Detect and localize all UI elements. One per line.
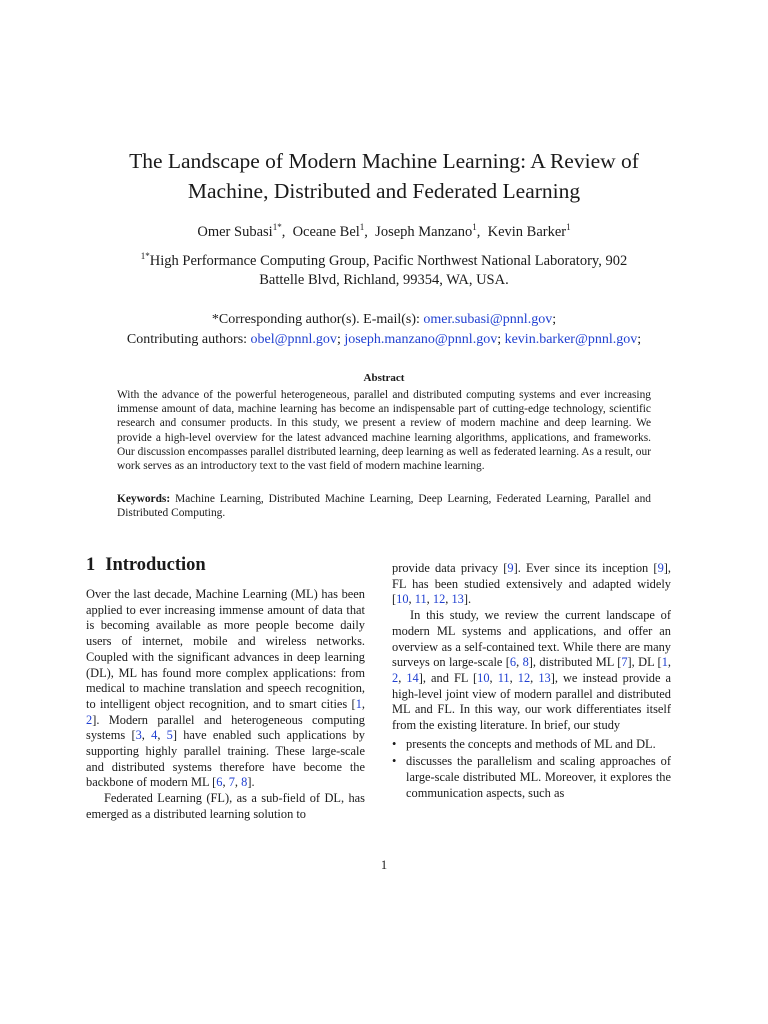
contribution-list [392, 737, 671, 802]
bullet-icon: • [392, 754, 397, 769]
affiliation [60, 247, 708, 290]
affiliation-line-2: Battelle Blvd, Richland, 99354, WA, USA. [259, 271, 509, 288]
citation-link[interactable]: 14 [406, 670, 419, 685]
corresponding-email-link[interactable]: omer.subasi@pnnl.gov [423, 312, 553, 327]
author-sup: 1* [272, 222, 282, 232]
paragraph: Over the last decade, Machine Learning (ML) has been applied to ever increasing immense amount of data that is becoming available as more people become daily users of internet, mobile and wireless networks. Coupled with the significant advances in deep learning (DL), ML has found more complex applications: from medical to machine translation and speech recognition, to intelligent object recognition, and to smart cities [1, 2]. Modern parallel and heterogeneous computing systems [3, 4, 5] have enabled such applications by supporting highly parallel training. These large-scale and distributed systems therefore have become the backbone of modern ML [6, 7, 8]. [86, 587, 365, 790]
body-column-right [392, 561, 671, 804]
citation-link[interactable]: 6 [216, 775, 223, 790]
abstract-body: With the advance of the powerful heterogeneous, parallel and distributed computing systems and ever increasing immense amount of data, machine learning has become an indispensable part of cutting-edge technology, scientific research and consumer products. In this study, we present a review of modern machine and deep learning. We provide a high-level overview for the latest advanced machine learning algorithms, applications, and frameworks. Our discussion encompasses parallel distributed learning, deep learning as well as federated learning. As a result, our work serves as an introductory text to the vast field of modern machine learning. [117, 389, 651, 473]
corresponding-label: *Corresponding author(s). E-mail(s): [211, 312, 420, 327]
citation-link[interactable]: 9 [657, 561, 664, 575]
body-column-left [86, 587, 365, 823]
contributing-label: Contributing authors: [126, 332, 248, 347]
bullet-icon: • [392, 736, 397, 751]
section-heading [86, 555, 206, 576]
citation-link[interactable]: 7 [228, 775, 235, 790]
citation-link[interactable]: 13 [538, 670, 551, 685]
author-name: Kevin Barker [487, 223, 567, 240]
paper-title [60, 146, 708, 206]
title-line-2: Machine, Distributed and Federated Learning [187, 179, 581, 203]
citation-link[interactable]: 7 [621, 655, 628, 670]
citation-link[interactable]: 12 [517, 670, 531, 685]
keywords [117, 492, 651, 520]
citation-link[interactable]: 12 [432, 592, 446, 607]
list-item: • discusses the parallelism and scaling approaches of large-scale distributed ML. Moreover, it explores the communication aspects, such as [392, 754, 671, 800]
citation-link[interactable]: 4 [151, 728, 158, 743]
citation-link[interactable]: 10 [477, 670, 490, 685]
citation-link[interactable]: 9 [507, 561, 514, 575]
citation-link[interactable]: 11 [497, 670, 510, 685]
author-name: Omer Subasi [197, 223, 273, 240]
citation-link[interactable]: 3 [135, 728, 142, 743]
keywords-text: Machine Learning, Distributed Machine Learning, Deep Learning, Federated Learning, Parallel and Distributed Computing. [117, 493, 651, 520]
section-title: Introduction [105, 555, 206, 575]
contact-info: *Corresponding author(s). E-mail(s): omer.subasi@pnnl.gov; Contributing authors: obel@pnnl.gov; joseph.manzano@pnnl.gov; kevin.barker@pnnl.gov; [126, 312, 642, 347]
citation-link[interactable]: 11 [414, 592, 427, 607]
affiliation-line-1: High Performance Computing Group, Pacific Northwest National Laboratory, 902 [149, 252, 628, 269]
citation-link[interactable]: 10 [396, 592, 409, 607]
author-list: Omer Subasi$^{1*}$, Oceane Bel$^1$, Joseph Manzano$^1$, Kevin Barker$^1$ [197, 222, 571, 240]
abstract-heading: Abstract [363, 372, 405, 384]
contributing-email-link[interactable]: kevin.barker@pnnl.gov [504, 332, 638, 347]
affiliation-sup: 1* [140, 251, 150, 261]
contributing-email-link[interactable]: obel@pnnl.gov [250, 332, 337, 347]
citation-link[interactable]: 8 [522, 655, 529, 670]
paragraph: provide data privacy [9]. Ever since its inception [9], FL has been studied extensively and adapted widely [10, 11, 12, 13]. [392, 561, 671, 607]
author-sup: 1 [566, 222, 571, 232]
author-sup: 1 [359, 222, 365, 232]
page-number: 1 [380, 858, 388, 872]
citation-link[interactable]: 1 [355, 696, 362, 711]
author-name: Joseph Manzano [375, 223, 473, 240]
citation-link[interactable]: 5 [166, 728, 173, 743]
author-name: Oceane Bel [292, 223, 360, 240]
contributing-email-link[interactable]: joseph.manzano@pnnl.gov [344, 332, 498, 347]
citation-link[interactable]: 13 [451, 592, 464, 607]
citation-link[interactable]: 2 [86, 712, 93, 727]
citation-link[interactable]: 8 [241, 775, 248, 790]
citation-link[interactable]: 1 [661, 655, 668, 670]
keywords-label: Keywords: [117, 493, 171, 505]
citation-link[interactable]: 6 [509, 655, 517, 670]
paragraph: Federated Learning (FL), as a sub-field of DL, has emerged as a distributed learning solution to [86, 791, 365, 821]
title-line-1: The Landscape of Modern Machine Learning: A Review of [129, 149, 639, 173]
author-sup: 1 [472, 222, 477, 232]
citation-link[interactable]: 2 [392, 670, 399, 685]
list-item: • presents the concepts and methods of ML and DL. [392, 736, 656, 751]
section-number: 1 [86, 555, 96, 575]
paragraph: In this study, we review the current landscape of modern ML systems and applications, and offer an overview as a self-contained text. While there are many surveys on large-scale [6, 8], distributed ML [7], DL [1, 2, 14], and FL [10, 11, 12, 13], we instead provide a high-level joint view of modern parallel and distributed ML and FL. In this way, our work differentiates itself from the existing literature. In brief, our study [392, 608, 672, 733]
